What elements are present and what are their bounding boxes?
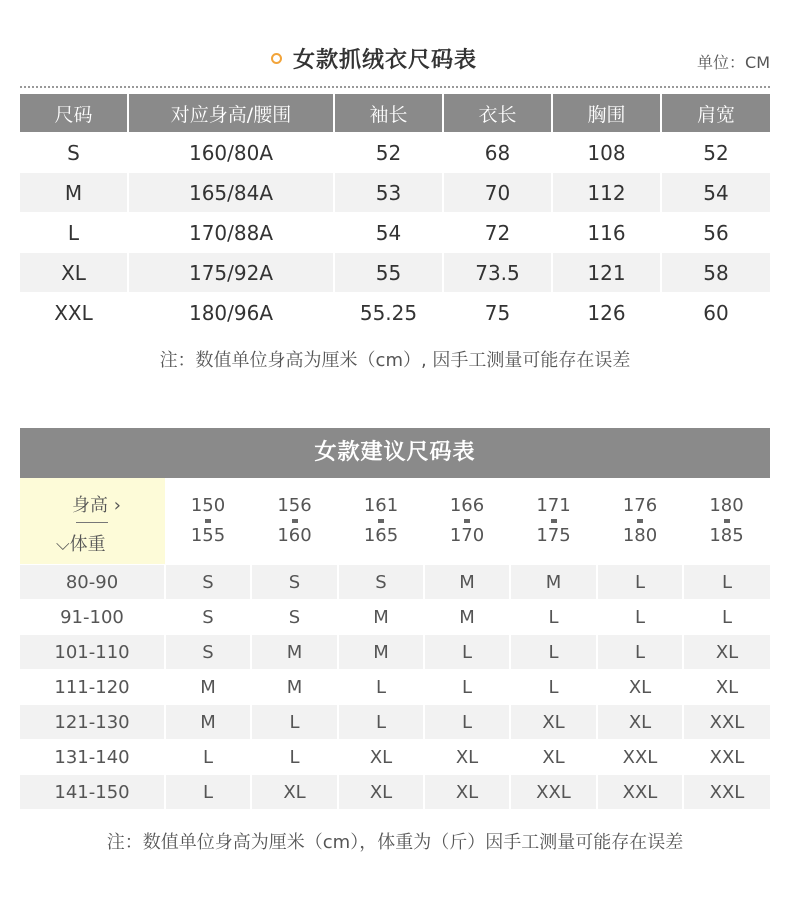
table-row — [20, 670, 770, 705]
table-cell: XL — [20, 253, 128, 293]
size-cell: L — [510, 670, 597, 705]
column-header: 胸围 — [552, 94, 661, 133]
table-cell: 56 — [661, 213, 770, 253]
height-header-row — [20, 478, 770, 565]
size-chart-header-row — [20, 94, 770, 133]
table-cell: 73.5 — [443, 253, 552, 293]
table-row — [20, 213, 770, 253]
corner-divider — [76, 522, 108, 523]
chevron-down-icon: ⌵ — [56, 534, 70, 555]
table-row — [20, 740, 770, 775]
weight-axis-label: ⌵体重 — [56, 534, 106, 555]
table-cell: 55.25 — [334, 293, 443, 333]
table-cell: 75 — [443, 293, 552, 333]
recommendation-title: 女款建议尺码表 — [20, 428, 770, 478]
table-cell: S — [20, 133, 128, 173]
table-row — [20, 173, 770, 213]
size-cell: L — [597, 600, 683, 635]
size-cell: XL — [597, 705, 683, 740]
table-cell: 68 — [443, 133, 552, 173]
recommendation-table — [20, 478, 770, 809]
table-cell: 116 — [552, 213, 661, 253]
table-cell: 170/88A — [128, 213, 334, 253]
dotted-divider — [20, 86, 770, 88]
chevron-right-icon: › — [108, 495, 121, 516]
size-cell: M — [510, 565, 597, 600]
table-row — [20, 133, 770, 173]
size-cell: XL — [338, 740, 424, 775]
size-cell: M — [424, 600, 510, 635]
size-cell: L — [597, 565, 683, 600]
size-cell: L — [424, 635, 510, 670]
column-header: 肩宽 — [661, 94, 770, 133]
size-cell: XXL — [683, 705, 770, 740]
size-cell: S — [338, 565, 424, 600]
table-cell: 108 — [552, 133, 661, 173]
table-row — [20, 293, 770, 333]
unit-label: 单位：CM — [697, 53, 770, 72]
size-cell: S — [165, 635, 251, 670]
weight-range-cell: 111-120 — [20, 670, 165, 705]
table-cell: 70 — [443, 173, 552, 213]
size-cell: M — [165, 670, 251, 705]
size-cell: XL — [683, 670, 770, 705]
corner-cell — [20, 478, 165, 565]
table-cell: 52 — [334, 133, 443, 173]
table-cell: 160/80A — [128, 133, 334, 173]
size-cell: XL — [510, 740, 597, 775]
table-row — [20, 775, 770, 810]
page-title: 女款抓绒衣尺码表 — [293, 48, 478, 73]
column-header: 对应身高/腰围 — [128, 94, 334, 133]
size-cell: XL — [597, 670, 683, 705]
size-cell: S — [165, 600, 251, 635]
size-cell: L — [510, 600, 597, 635]
column-header: 衣长 — [443, 94, 552, 133]
table-row — [20, 705, 770, 740]
size-cell: S — [251, 600, 338, 635]
size-cell: XL — [338, 775, 424, 810]
height-range-header: 166 170 — [449, 495, 485, 546]
weight-range-cell: 141-150 — [20, 775, 165, 810]
table-cell: 112 — [552, 173, 661, 213]
height-range-header: 180 185 — [709, 495, 744, 546]
weight-range-cell: 91-100 — [20, 600, 165, 635]
size-cell: M — [251, 635, 338, 670]
title-bar — [0, 40, 790, 76]
table-cell: 58 — [661, 253, 770, 293]
table-cell: 54 — [661, 173, 770, 213]
weight-range-cell: 101-110 — [20, 635, 165, 670]
table-cell: M — [20, 173, 128, 213]
size-chart-table — [20, 94, 770, 332]
table-cell: 121 — [552, 253, 661, 293]
size-cell: L — [683, 565, 770, 600]
column-header: 袖长 — [334, 94, 443, 133]
table-cell: 180/96A — [128, 293, 334, 333]
table-row — [20, 565, 770, 600]
weight-range-cell: 80-90 — [20, 565, 165, 600]
size-cell: XL — [683, 635, 770, 670]
table-cell: 60 — [661, 293, 770, 333]
table-cell: XXL — [20, 293, 128, 333]
size-cell: XL — [424, 740, 510, 775]
size-cell: L — [683, 600, 770, 635]
size-cell: L — [510, 635, 597, 670]
size-cell: M — [424, 565, 510, 600]
table-cell: 52 — [661, 133, 770, 173]
height-range-header: 171 175 — [536, 495, 571, 546]
table-cell: 126 — [552, 293, 661, 333]
size-cell: L — [338, 670, 424, 705]
table-row — [20, 253, 770, 293]
table-row — [20, 600, 770, 635]
table-cell: 54 — [334, 213, 443, 253]
size-cell: XL — [424, 775, 510, 810]
height-range-header: 176 180 — [622, 495, 658, 546]
column-header: 尺码 — [20, 94, 128, 133]
size-cell: L — [338, 705, 424, 740]
size-cell: XXL — [597, 740, 683, 775]
size-cell: L — [165, 775, 251, 810]
table-cell: 72 — [443, 213, 552, 253]
table-cell: 53 — [334, 173, 443, 213]
table-cell: 175/92A — [128, 253, 334, 293]
size-cell: L — [165, 740, 251, 775]
weight-range-cell: 131-140 — [20, 740, 165, 775]
size-cell: M — [338, 600, 424, 635]
recommendation-note: 注：数值单位身高为厘米（cm），体重为（斤）因手工测量可能存在误差 — [106, 832, 684, 853]
size-cell: L — [251, 705, 338, 740]
size-chart-note: 注：数值单位身高为厘米（cm）, 因手工测量可能存在误差 — [159, 350, 631, 371]
height-range-header: 150 155 — [190, 495, 226, 546]
size-cell: L — [251, 740, 338, 775]
weight-range-cell: 121-130 — [20, 705, 165, 740]
size-cell: S — [165, 565, 251, 600]
size-cell: XL — [251, 775, 338, 810]
height-axis-label: 身高 › — [72, 495, 121, 516]
height-range-header: 161 165 — [363, 495, 399, 546]
size-cell: XXL — [510, 775, 597, 810]
size-cell: S — [251, 565, 338, 600]
size-cell: M — [338, 635, 424, 670]
size-cell: XXL — [683, 740, 770, 775]
size-cell: XL — [510, 705, 597, 740]
circle-bullet-icon — [271, 53, 282, 64]
size-cell: M — [165, 705, 251, 740]
size-cell: M — [251, 670, 338, 705]
table-row — [20, 635, 770, 670]
table-cell: 165/84A — [128, 173, 334, 213]
table-cell: L — [20, 213, 128, 253]
size-cell: XXL — [683, 775, 770, 810]
table-cell: 55 — [334, 253, 443, 293]
size-cell: L — [424, 670, 510, 705]
height-range-header: 156 160 — [277, 495, 312, 546]
size-cell: L — [597, 635, 683, 670]
size-cell: XXL — [597, 775, 683, 810]
size-cell: L — [424, 705, 510, 740]
